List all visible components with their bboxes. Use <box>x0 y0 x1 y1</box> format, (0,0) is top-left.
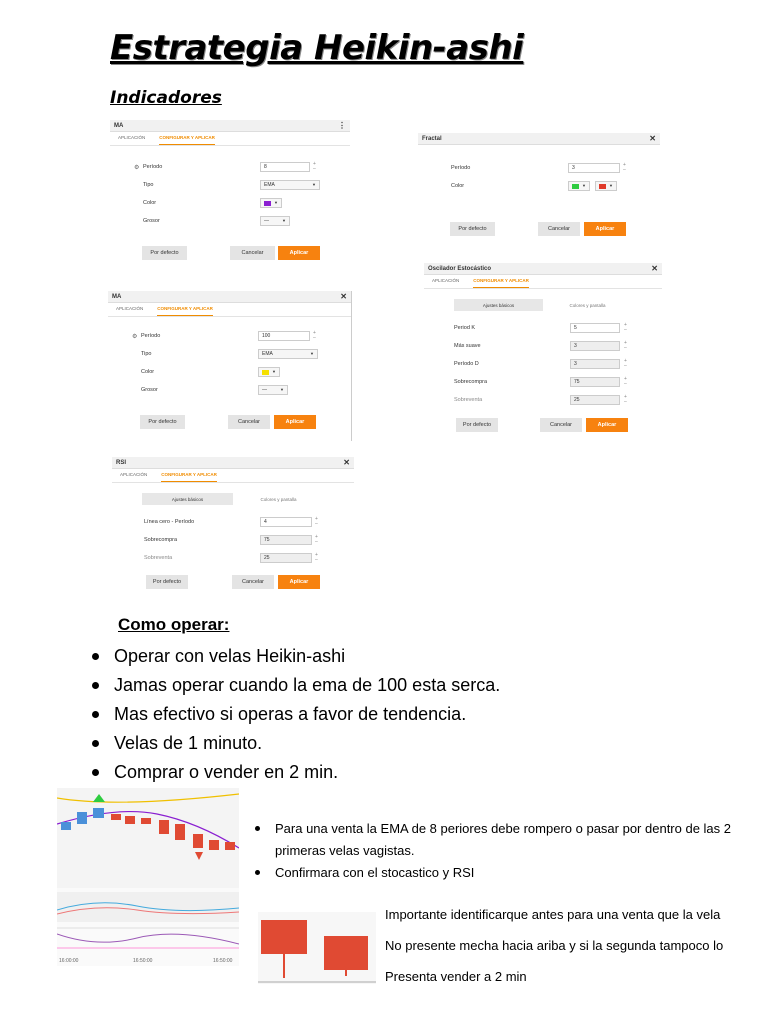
close-icon[interactable]: ✕ <box>340 292 347 301</box>
dialog-title: Oscilador Estocástico <box>428 265 492 272</box>
list-item: Confirmara con el stocastico y RSI <box>255 862 755 884</box>
sobreventa-input[interactable]: 25 <box>260 553 312 563</box>
stepper-icon[interactable]: + – <box>624 358 627 369</box>
cancel-button[interactable]: Cancelar <box>538 222 580 236</box>
dialog-title: MA <box>112 293 122 300</box>
label-periodo-d: Período D <box>454 361 479 367</box>
period-input[interactable]: 4 <box>260 517 312 527</box>
color-swatch <box>572 184 579 189</box>
gear-icon: ⚙ <box>134 165 140 171</box>
default-button[interactable]: Por defecto <box>142 246 187 260</box>
sobrecompra-input[interactable]: 75 <box>260 535 312 545</box>
time-label: 16:50:00 <box>133 958 153 964</box>
dialog-title: MA <box>114 122 124 129</box>
color-swatch <box>264 201 271 206</box>
rsi-dialog <box>112 457 354 595</box>
label-periodo: Período <box>143 164 163 170</box>
time-label: 16:50:00 <box>213 958 233 964</box>
type-select[interactable]: EMA ▼ <box>258 349 318 359</box>
label-grosor: Grosor <box>143 218 160 224</box>
color-swatch <box>262 370 269 375</box>
cancel-button[interactable]: Cancelar <box>232 575 274 589</box>
tab-configurar[interactable]: CONFIGURAR Y APLICAR <box>473 278 529 288</box>
bullet-icon <box>92 740 99 747</box>
default-button[interactable]: Por defecto <box>450 222 495 236</box>
stepper-icon[interactable]: + – <box>624 322 627 333</box>
tab-configurar[interactable]: CONFIGURAR Y APLICAR <box>161 472 217 482</box>
seg-colors[interactable]: Colores y pantalla <box>260 496 297 502</box>
list-item: Operar con velas Heikin-ashi <box>92 645 500 674</box>
label-tipo: Tipo <box>143 182 154 188</box>
color-picker[interactable] <box>260 198 282 208</box>
cancel-button[interactable]: Cancelar <box>230 246 275 260</box>
tab-aplicacion[interactable]: APLICACIÓN <box>116 306 144 311</box>
rules-list <box>92 645 500 790</box>
label-periodo: Período <box>141 333 161 339</box>
list-item: Para una venta la EMA de 8 periores debe rompero o pasar por dentro de las 2 primeras velas vagistas. <box>255 818 755 862</box>
cancel-button[interactable]: Cancelar <box>540 418 582 432</box>
color-picker[interactable] <box>258 367 280 377</box>
ma-dialog-8 <box>110 120 350 270</box>
period-d-input[interactable]: 3 <box>570 359 620 369</box>
como-operar-heading: Como operar: <box>118 615 230 634</box>
close-icon[interactable]: ✕ <box>649 134 656 143</box>
chart-notes-list <box>255 818 755 884</box>
color-down-picker[interactable] <box>595 181 617 191</box>
stepper-icon[interactable]: + – <box>313 330 316 341</box>
stepper-icon[interactable]: + – <box>313 161 316 172</box>
dialog-title: Fractal <box>422 135 442 142</box>
close-icon[interactable]: ✕ <box>343 458 350 467</box>
sobreventa-input[interactable]: 25 <box>570 395 620 405</box>
seg-basic[interactable]: Ajustes básicos <box>142 493 233 505</box>
label-linea-cero: Línea cero - Período <box>144 519 195 525</box>
label-period-k: Period K <box>454 325 476 331</box>
tab-configurar[interactable]: CONFIGURAR Y APLICAR <box>159 135 215 145</box>
sobrecompra-input[interactable]: 75 <box>570 377 620 387</box>
mas-suave-input[interactable]: 3 <box>570 341 620 351</box>
fractal-dialog <box>418 133 660 251</box>
seg-colors[interactable]: Colores y pantalla <box>569 302 606 308</box>
seg-basic[interactable]: Ajustes básicos <box>454 299 543 311</box>
bullet-icon <box>92 769 99 776</box>
label-color: Color <box>141 369 155 375</box>
bullet-icon <box>92 653 99 660</box>
list-item: Velas de 1 minuto. <box>92 732 500 761</box>
default-button[interactable]: Por defecto <box>146 575 188 589</box>
label-periodo: Período <box>451 165 471 171</box>
label-mas-suave: Más suave <box>454 343 481 349</box>
thickness-select[interactable]: — ▼ <box>258 385 288 395</box>
label-sobrecompra: Sobrecompra <box>144 537 178 543</box>
candles-illustration <box>258 912 376 984</box>
tab-configurar[interactable]: CONFIGURAR Y APLICAR <box>157 306 213 316</box>
label-tipo: Tipo <box>141 351 152 357</box>
apply-button[interactable]: Aplicar <box>278 246 320 260</box>
apply-button[interactable]: Aplicar <box>278 575 320 589</box>
note-line-2: No presente mecha hacia ariba y si la segunda tampoco lo <box>385 938 724 953</box>
close-icon[interactable]: ✕ <box>651 264 658 273</box>
default-button[interactable]: Por defecto <box>456 418 498 432</box>
tab-aplicacion[interactable]: APLICACIÓN <box>118 135 146 140</box>
apply-button[interactable]: Aplicar <box>584 222 626 236</box>
color-swatch <box>599 184 606 189</box>
period-input[interactable]: 3 <box>568 163 620 173</box>
label-sobrecompra: Sobrecompra <box>454 379 488 385</box>
stepper-icon[interactable]: + – <box>315 534 318 545</box>
indicators-heading: Indicadores <box>110 88 222 108</box>
type-select[interactable]: EMA ▼ <box>260 180 320 190</box>
ma-dialog-100 <box>108 291 352 441</box>
list-item: Jamas operar cuando la ema de 100 esta serca. <box>92 674 500 703</box>
tab-aplicacion[interactable]: APLICACIÓN <box>432 278 460 283</box>
period-input[interactable]: 8 <box>260 162 310 172</box>
label-sobreventa: Sobreventa <box>144 555 173 561</box>
thickness-select[interactable]: — ▼ <box>260 216 290 226</box>
note-line-3: Presenta vender a 2 min <box>385 969 527 984</box>
apply-button[interactable]: Aplicar <box>586 418 628 432</box>
stepper-icon[interactable]: + – <box>623 162 626 173</box>
stochastic-dialog <box>424 263 662 441</box>
label-sobreventa: Sobreventa <box>454 397 483 403</box>
bullet-icon <box>92 711 99 718</box>
note-line-1: Importante identificarque antes para una venta que la vela <box>385 907 721 922</box>
bullet-icon <box>255 826 260 831</box>
stepper-icon[interactable]: + – <box>315 516 318 527</box>
dialog-title: RSI <box>116 459 127 466</box>
gear-icon: ⚙ <box>132 334 138 340</box>
list-item: Mas efectivo si operas a favor de tendencia. <box>92 703 500 732</box>
label-color: Color <box>143 200 157 206</box>
apply-button[interactable]: Aplicar <box>274 415 316 429</box>
label-color: Color <box>451 183 465 189</box>
stepper-icon[interactable]: + – <box>624 394 627 405</box>
trading-chart-screenshot <box>57 788 239 966</box>
bullet-icon <box>255 870 260 875</box>
cancel-button[interactable]: Cancelar <box>228 415 270 429</box>
tab-aplicacion[interactable]: APLICACIÓN <box>120 472 148 477</box>
period-k-input[interactable]: 5 <box>570 323 620 333</box>
menu-icon[interactable]: ⋮ <box>338 121 346 130</box>
stepper-icon[interactable]: + – <box>624 340 627 351</box>
time-label: 16:00:00 <box>59 958 79 964</box>
stepper-icon[interactable]: + – <box>624 376 627 387</box>
default-button[interactable]: Por defecto <box>140 415 185 429</box>
stepper-icon[interactable]: + – <box>315 552 318 563</box>
period-input[interactable]: 100 <box>258 331 310 341</box>
color-up-picker[interactable] <box>568 181 590 191</box>
bullet-icon <box>92 682 99 689</box>
page-title: Estrategia Heikin-ashi <box>110 28 524 68</box>
list-item: Comprar o vender en 2 min. <box>92 761 500 790</box>
label-grosor: Grosor <box>141 387 158 393</box>
